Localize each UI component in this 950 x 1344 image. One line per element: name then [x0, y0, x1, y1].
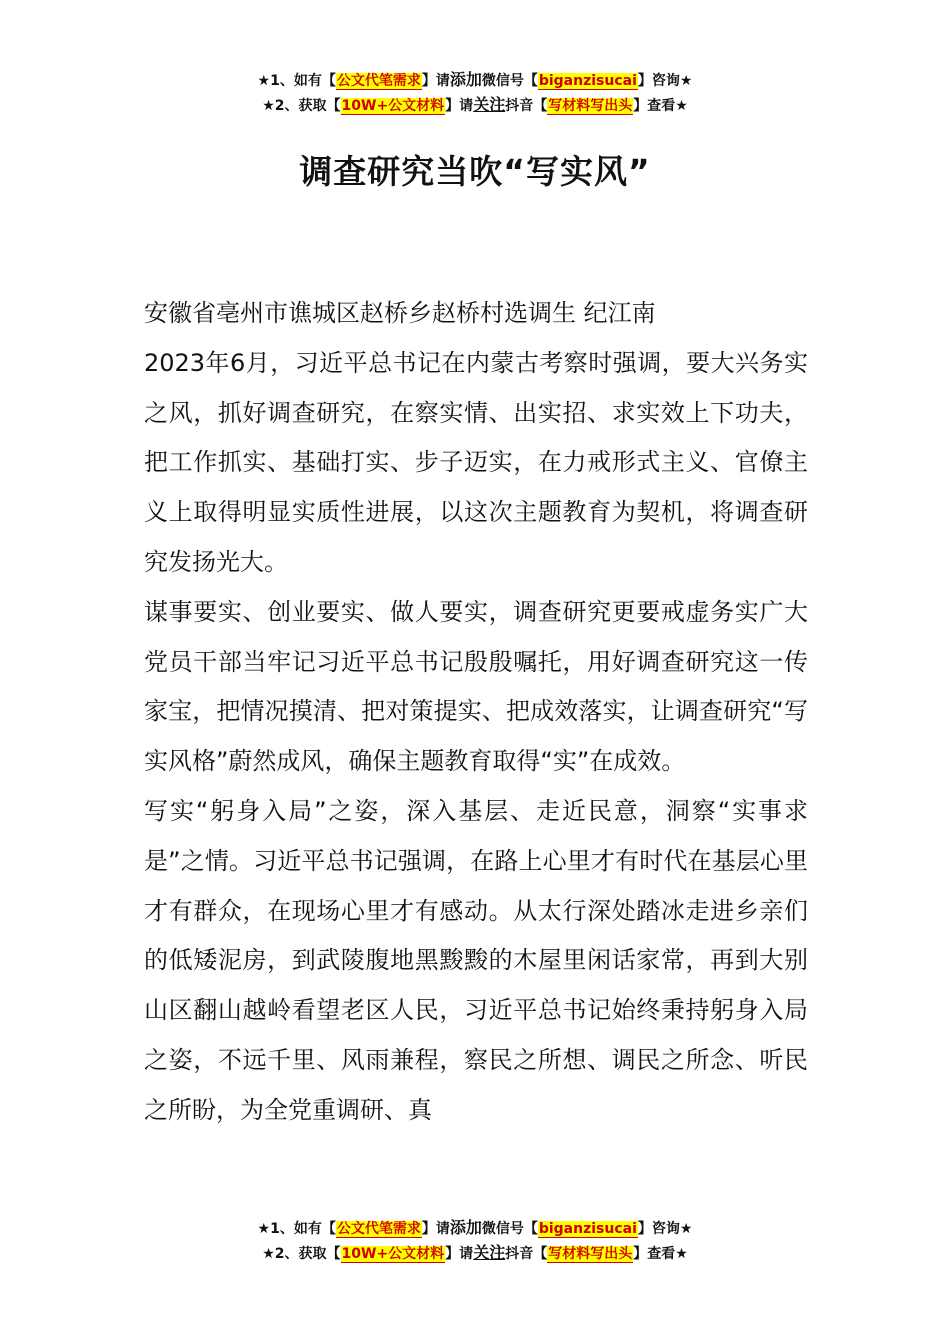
banner-text: ★2、获取【 — [262, 98, 341, 114]
paragraph: 谋事要实、创业要实、做人要实，调查研究更要戒虚务实广大党员干部当牢记习近平总书记殷殷嘱托，用好调查研究这一传家宝，把情况摸清、把对策提实、把成效落实，让调查研究“写实风格”蔚然成风，确保主题教育取得“实”在成效。 — [144, 597, 808, 776]
banner-emphasis: 添加 — [449, 70, 482, 89]
author-line: 安徽省亳州市谯城区赵桥乡赵桥村选调生 纪江南 — [144, 299, 656, 327]
banner-text: 】咨询★ — [637, 73, 693, 89]
banner-line-2 — [0, 93, 950, 118]
banner-highlight-wechat: biganzisucai — [538, 1221, 637, 1237]
banner-text: 】查看★ — [633, 1246, 688, 1262]
banner-text: 抖音【 — [505, 1246, 548, 1262]
document-title: 调查研究当吹“写实风” — [299, 152, 651, 191]
banner-text: 】请 — [445, 1246, 474, 1262]
banner-text: ★2、获取【 — [262, 1246, 341, 1262]
banner-text: 微信号【 — [481, 73, 538, 89]
paragraph: 写实“躬身入局”之姿，深入基层、走近民意，洞察“实事求是”之情。习近平总书记强调，在路上心里才有时代在基层心里才有群众，在现场心里才有感动。从太行深处踏冰走进乡亲们的低矮泥房，到武陵腹地黑黢黢的木屋里闲话家常，再到大别山区翻山越岭看望老区人民，习近平总书记始终秉持躬身入局之姿，不远千里、风雨兼程，察民之所想、调民之所念、听民之所盼，为全党重调研、真 — [144, 796, 808, 1124]
banner-line-1 — [0, 68, 950, 93]
banner-emphasis: 添加 — [449, 1218, 482, 1237]
banner-text: ★1、如有【 — [257, 73, 336, 89]
banner-text: 】请 — [421, 1221, 450, 1237]
banner-text: ★1、如有【 — [257, 1221, 336, 1237]
banner-text: 】请 — [421, 73, 450, 89]
header-banner — [0, 68, 950, 118]
footer-banner — [0, 1216, 950, 1266]
banner-highlight: 10W+公文材料 — [341, 98, 445, 114]
banner-text: 抖音【 — [505, 98, 548, 114]
banner-line-1 — [0, 1216, 950, 1241]
banner-highlight: 公文代笔需求 — [336, 73, 421, 89]
banner-highlight-douyin: 写材料写出头 — [548, 98, 633, 114]
paragraph: 2023年6月，习近平总书记在内蒙古考察时强调，要大兴务实之风，抓好调查研究，在察实情、出实招、求实效上下功夫，把工作抓实、基础打实、步子迈实，在力戒形式主义、官僚主义上取得明显实质性进展，以这次主题教育为契机，将调查研究发扬光大。 — [144, 348, 808, 576]
banner-text: 】咨询★ — [637, 1221, 693, 1237]
banner-text: 微信号【 — [481, 1221, 538, 1237]
banner-highlight-wechat: biganzisucai — [538, 73, 637, 89]
document-body — [144, 289, 808, 1136]
banner-highlight: 10W+公文材料 — [341, 1246, 445, 1262]
banner-emphasis: 关注 — [473, 95, 506, 114]
banner-highlight: 公文代笔需求 — [336, 1221, 421, 1237]
banner-emphasis: 关注 — [473, 1243, 506, 1262]
banner-highlight-douyin: 写材料写出头 — [548, 1246, 633, 1262]
banner-text: 】请 — [445, 98, 474, 114]
banner-line-2 — [0, 1241, 950, 1266]
banner-text: 】查看★ — [633, 98, 688, 114]
